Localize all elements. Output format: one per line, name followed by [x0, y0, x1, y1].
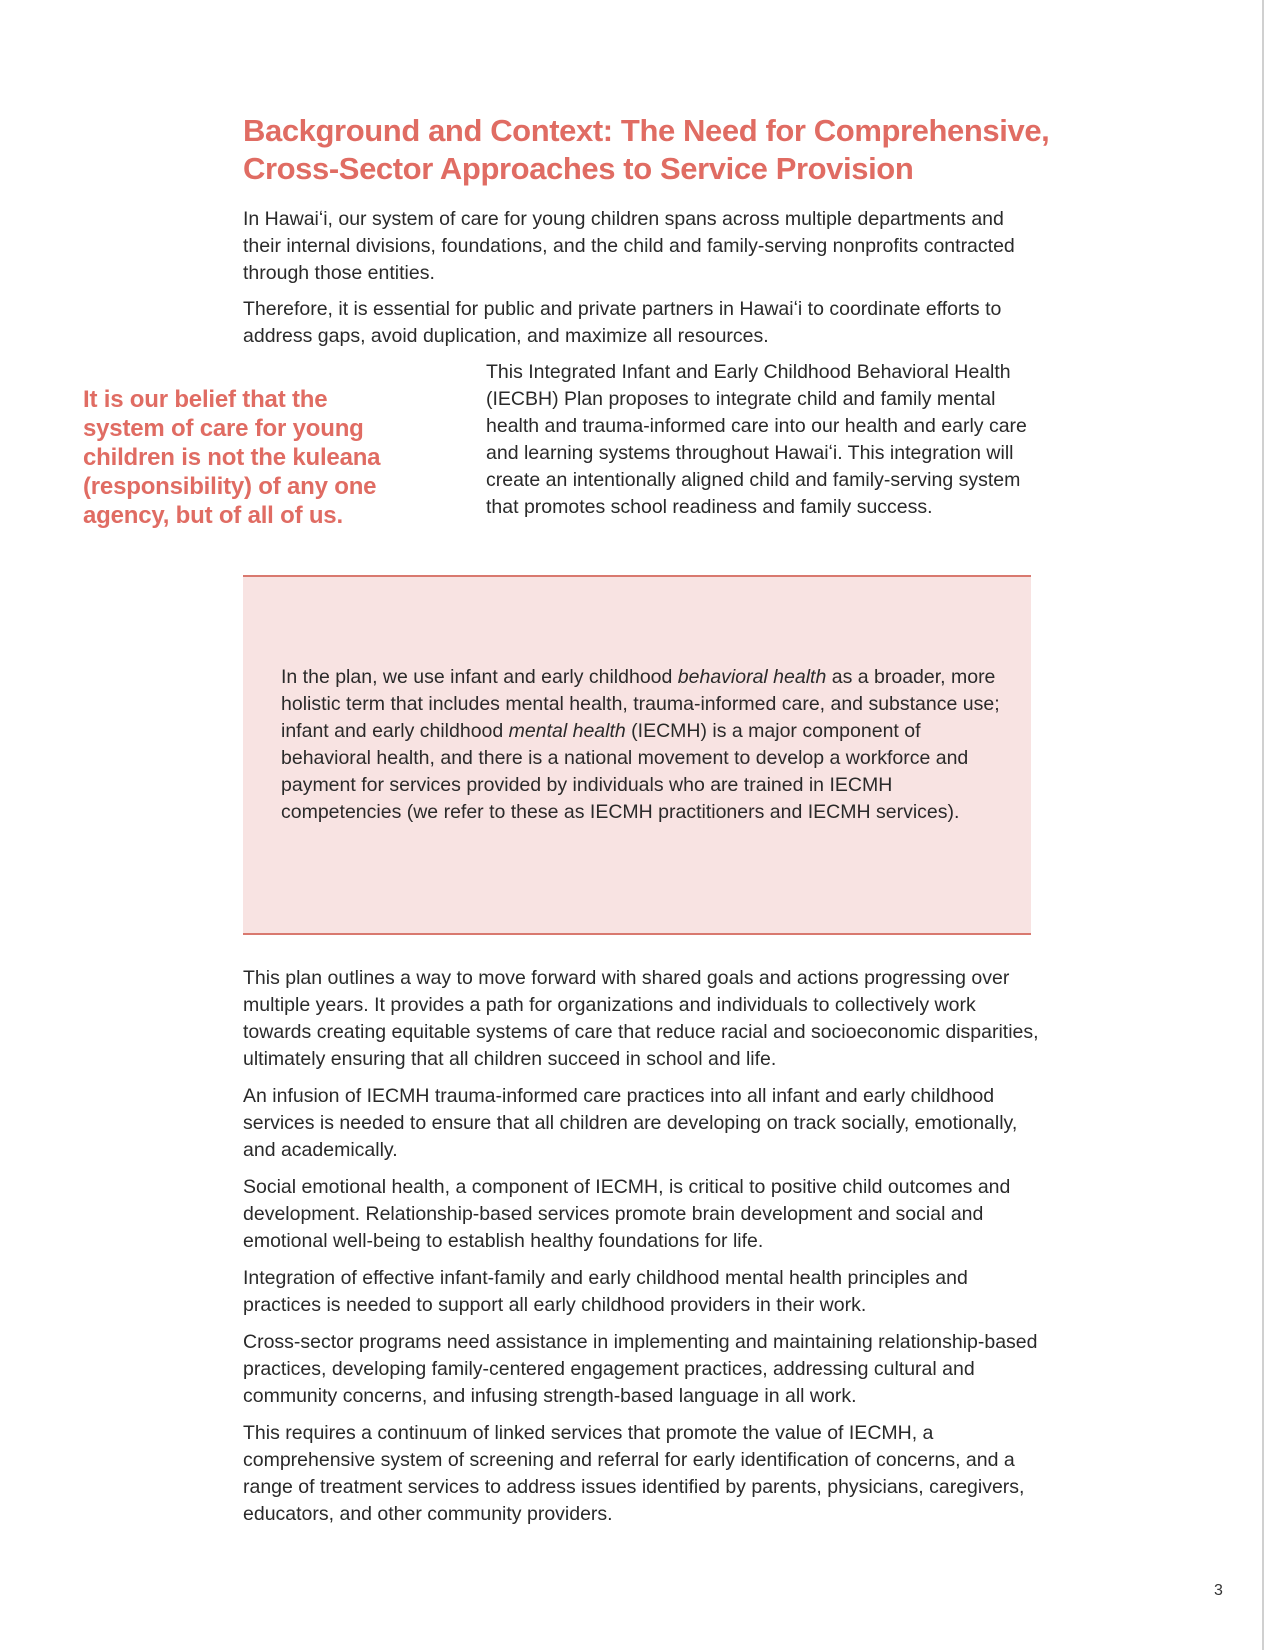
- callout-emphasis-behavioral-health: behavioral health: [677, 666, 827, 688]
- body-paragraph: This plan outlines a way to move forward with shared goals and actions progressing over multiple years. It provides a path for organizations and individuals to collectively work towards creating equitable systems of care that reduce racial and socioeconomic disparities, ultimately ensuring that all children succeed in school and life.: [243, 967, 1039, 1070]
- page-number: 3: [1214, 1582, 1223, 1599]
- intro-paragraph: In Hawaiʻi, our system of care for young children spans across multiple departments and their internal divisions, foundations, and the child and family-serving nonprofits contracted through those entities.: [243, 208, 1015, 284]
- callout-text: [281, 664, 1001, 826]
- callout-text-part: (IECMH) is a major component of behavioral health, and there is a national movement to develop a workforce and payment for services provided by individuals who are trained in IECMH competencies (we refer to these as IECMH practitioners and IECMH services).: [281, 720, 969, 823]
- section-heading: [243, 112, 1063, 188]
- section-heading-line-2: Cross-Sector Approaches to Service Provision: [243, 151, 914, 186]
- page-edge: [1262, 0, 1264, 1650]
- body-paragraph: Social emotional health, a component of IECMH, is critical to positive child outcomes and development. Relationship-based services promote brain development and social and emotional well-being to establish healthy foundations for life.: [243, 1176, 1011, 1252]
- body-paragraph: Cross-sector programs need assistance in implementing and maintaining relationship-based practices, developing family-centered engagement practices, addressing cultural and community concerns, and infusing strength-based language in all work.: [243, 1331, 1038, 1407]
- definition-callout-box: [243, 575, 1031, 935]
- iecbh-plan-paragraph: This Integrated Infant and Early Childhood Behavioral Health (IECBH) Plan proposes to integrate child and family mental health and trauma-informed care into our health and early care and learning systems throughout Hawaiʻi. This integration will create an intentionally aligned child and family-serving system that promotes school readiness and family success.: [486, 361, 1027, 518]
- callout-text-part: In the plan, we use infant and early childhood: [281, 666, 678, 688]
- section-heading-line-1: Background and Context: The Need for Comprehensive,: [243, 113, 1050, 148]
- intro-paragraph: Therefore, it is essential for public and private partners in Hawaiʻi to coordinate efforts to address gaps, avoid duplication, and maximize all resources.: [243, 298, 1002, 347]
- body-paragraph: This requires a continuum of linked services that promote the value of IECMH, a comprehensive system of screening and referral for early identification of concerns, and a range of treatment services to address issues identified by parents, physicians, caregivers, educators, and other community providers.: [243, 1422, 1025, 1525]
- callout-text-part: as a broader, more holistic term that includes mental health, trauma-informed care, and substance use; infant and early childhood: [281, 666, 1000, 742]
- callout-emphasis-mental-health: mental health: [508, 720, 626, 742]
- body-paragraph: Integration of effective infant-family and early childhood mental health principles and practices is needed to support all early childhood providers in their work.: [243, 1267, 968, 1316]
- body-paragraph: An infusion of IECMH trauma-informed care practices into all infant and early childhood services is needed to ensure that all children are developing on track socially, emotionally, and academically.: [243, 1085, 1018, 1161]
- pull-quote: It is our belief that the system of care for young children is not the kuleana (responsibility) of any one agency, but of all of us.: [83, 386, 381, 529]
